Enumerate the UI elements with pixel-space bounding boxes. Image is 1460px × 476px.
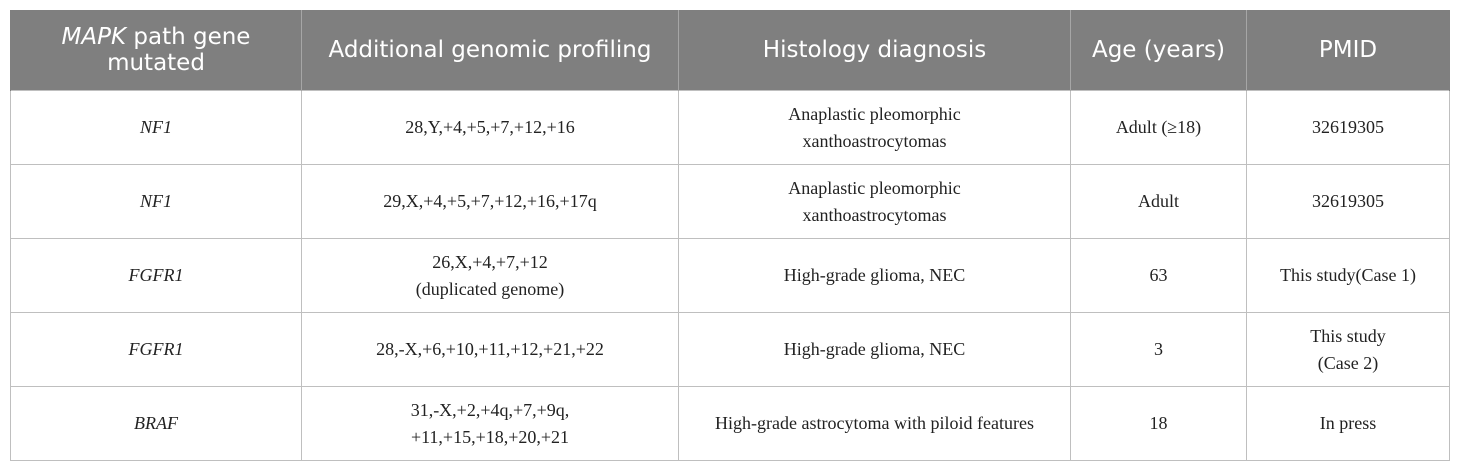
table-row — [11, 387, 1450, 461]
header-row — [11, 10, 1450, 91]
histology-line: xanthoastrocytomas — [802, 204, 947, 225]
pmid-line: (Case 2) — [1317, 352, 1379, 373]
histology-line: High-grade glioma, NEC — [783, 339, 966, 359]
cell-pmid — [1247, 165, 1450, 239]
cell-histology — [679, 239, 1071, 313]
header-gene-rest: path gene mutated — [107, 24, 251, 76]
cell-age: 3 — [1071, 313, 1247, 387]
pmid-line: 32619305 — [1312, 191, 1384, 211]
table-row — [11, 313, 1450, 387]
pmid-line: In press — [1319, 413, 1377, 433]
pmid-line: This study — [1310, 325, 1386, 346]
cell-pmid — [1247, 91, 1450, 165]
cell-pmid — [1247, 313, 1450, 387]
histology-line: High-grade glioma, NEC — [783, 265, 966, 285]
cell-profiling — [302, 165, 679, 239]
cell-gene: BRAF — [11, 387, 302, 461]
cell-histology — [679, 91, 1071, 165]
histology-line: Anaplastic pleomorphic — [788, 177, 961, 198]
cell-pmid — [1247, 239, 1450, 313]
histology-line: xanthoastrocytomas — [802, 130, 947, 151]
cell-gene: NF1 — [11, 165, 302, 239]
header-pmid: PMID — [1247, 10, 1450, 91]
cell-profiling — [302, 313, 679, 387]
cell-age: 63 — [1071, 239, 1247, 313]
table-row — [11, 165, 1450, 239]
header-gene — [11, 10, 302, 91]
cell-profiling — [302, 91, 679, 165]
cell-gene: FGFR1 — [11, 313, 302, 387]
cell-histology — [679, 313, 1071, 387]
profiling-line: (duplicated genome) — [415, 278, 565, 299]
cell-histology — [679, 165, 1071, 239]
table-row — [11, 91, 1450, 165]
header-profiling: Additional genomic profiling — [302, 10, 679, 91]
cell-histology — [679, 387, 1071, 461]
header-age: Age (years) — [1071, 10, 1247, 91]
profiling-line: 28,Y,+4,+5,+7,+12,+16 — [405, 117, 575, 137]
data-table-container — [10, 10, 1449, 461]
cell-age: Adult (≥18) — [1071, 91, 1247, 165]
header-histology: Histology diagnosis — [679, 10, 1071, 91]
histology-line: Anaplastic pleomorphic — [788, 103, 961, 124]
cell-age: Adult — [1071, 165, 1247, 239]
cell-gene: NF1 — [11, 91, 302, 165]
header-gene-italic: MAPK — [61, 24, 127, 50]
table-row — [11, 239, 1450, 313]
profiling-line: 29,X,+4,+5,+7,+12,+16,+17q — [383, 191, 597, 211]
profiling-line: +11,+15,+18,+20,+21 — [410, 426, 570, 447]
profiling-line: 26,X,+4,+7,+12 — [432, 251, 548, 272]
mapk-mutation-table — [10, 10, 1450, 461]
cell-pmid — [1247, 387, 1450, 461]
profiling-line: 31,-X,+2,+4q,+7,+9q, — [410, 399, 570, 420]
pmid-line: This study(Case 1) — [1280, 265, 1416, 285]
pmid-line: 32619305 — [1312, 117, 1384, 137]
histology-line: High-grade astrocytoma with piloid features — [715, 413, 1034, 433]
cell-gene: FGFR1 — [11, 239, 302, 313]
profiling-line: 28,-X,+6,+10,+11,+12,+21,+22 — [376, 339, 604, 359]
cell-age: 18 — [1071, 387, 1247, 461]
cell-profiling — [302, 387, 679, 461]
cell-profiling — [302, 239, 679, 313]
